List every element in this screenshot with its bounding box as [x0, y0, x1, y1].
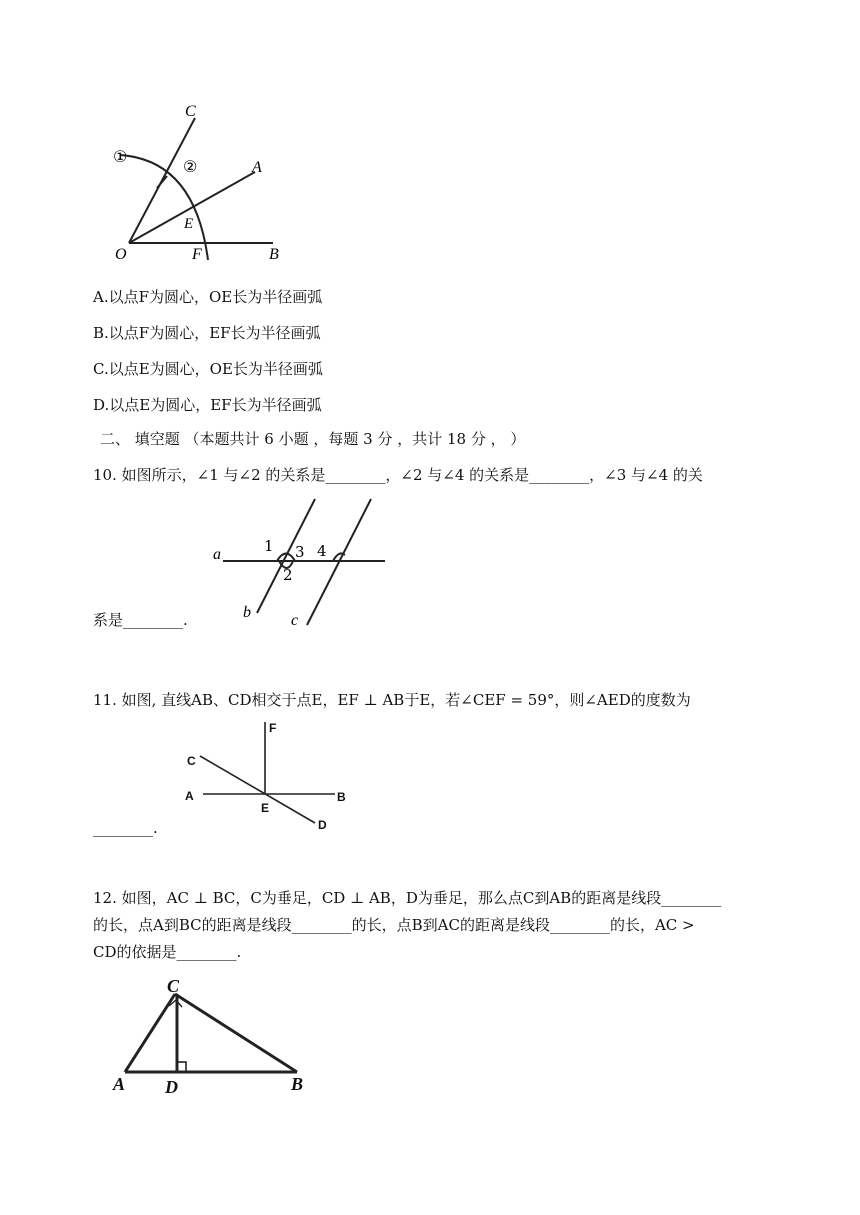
label-arc-1: ①: [113, 147, 128, 166]
label-angle-3: 3: [295, 543, 305, 561]
label-e: E: [261, 801, 270, 815]
label-o: O: [115, 246, 127, 263]
q11-text-line2: ________.: [93, 819, 158, 837]
label-line-a: a: [213, 546, 221, 563]
label-d: D: [318, 818, 327, 832]
q10-text-line2: 系是________.: [93, 611, 188, 629]
label-a: A: [185, 789, 194, 803]
label-angle-4: 4: [317, 542, 327, 560]
label-c: C: [187, 754, 196, 768]
label-b: B: [291, 1074, 304, 1094]
figure-q10-parallel-lines: [205, 495, 395, 635]
label-a: A: [113, 1074, 126, 1094]
section-title: 二、 填空题 （本题共计 6 小题 ，每题 3 分 ，共计 18 分 ， ）: [100, 430, 526, 448]
label-line-c: c: [291, 612, 299, 629]
option-a: A.以点F为圆心，OE长为半径画弧: [93, 288, 323, 306]
q11-text-line1: 11. 如图, 直线AB、CD相交于点E，EF ⊥ AB于E，若∠CEF = 59°，则∠AED的度数为: [93, 691, 691, 709]
label-c: C: [185, 103, 196, 120]
label-e: E: [184, 216, 194, 232]
option-d: D.以点E为圆心，EF长为半径画弧: [93, 396, 322, 414]
label-c: C: [167, 976, 180, 996]
q12-text-line1: 12. 如图，AC ⊥ BC，C为垂足，CD ⊥ AB，D为垂足，那么点C到AB的距离是线段________: [93, 889, 722, 907]
option-b: B.以点F为圆心，EF长为半径画弧: [93, 324, 321, 342]
label-b: B: [269, 246, 279, 263]
q10-text-line1: 10. 如图所示，∠1 与∠2 的关系是________，∠2 与∠4 的关系是________，∠3 与∠4 的关: [93, 466, 703, 484]
label-f: F: [269, 721, 277, 735]
label-a: A: [252, 159, 262, 176]
label-f: F: [192, 246, 202, 263]
figure-q11-intersecting-lines: [175, 718, 365, 838]
label-b: B: [337, 790, 346, 804]
q12-text-line3: CD的依据是________.: [93, 943, 242, 961]
q12-text-line2: 的长，点A到BC的距离是线段________的长，点B到AC的距离是线段________的长，AC >: [93, 916, 695, 934]
figure-q12-right-triangle: [105, 972, 320, 1097]
label-angle-1: 1: [264, 537, 274, 555]
label-d: D: [165, 1077, 178, 1097]
figure-angle-construction: [105, 100, 295, 265]
label-angle-2: 2: [283, 566, 293, 584]
label-line-b: b: [243, 604, 251, 621]
label-arc-2: ②: [183, 157, 198, 176]
option-c: C.以点E为圆心，OE长为半径画弧: [93, 360, 323, 378]
